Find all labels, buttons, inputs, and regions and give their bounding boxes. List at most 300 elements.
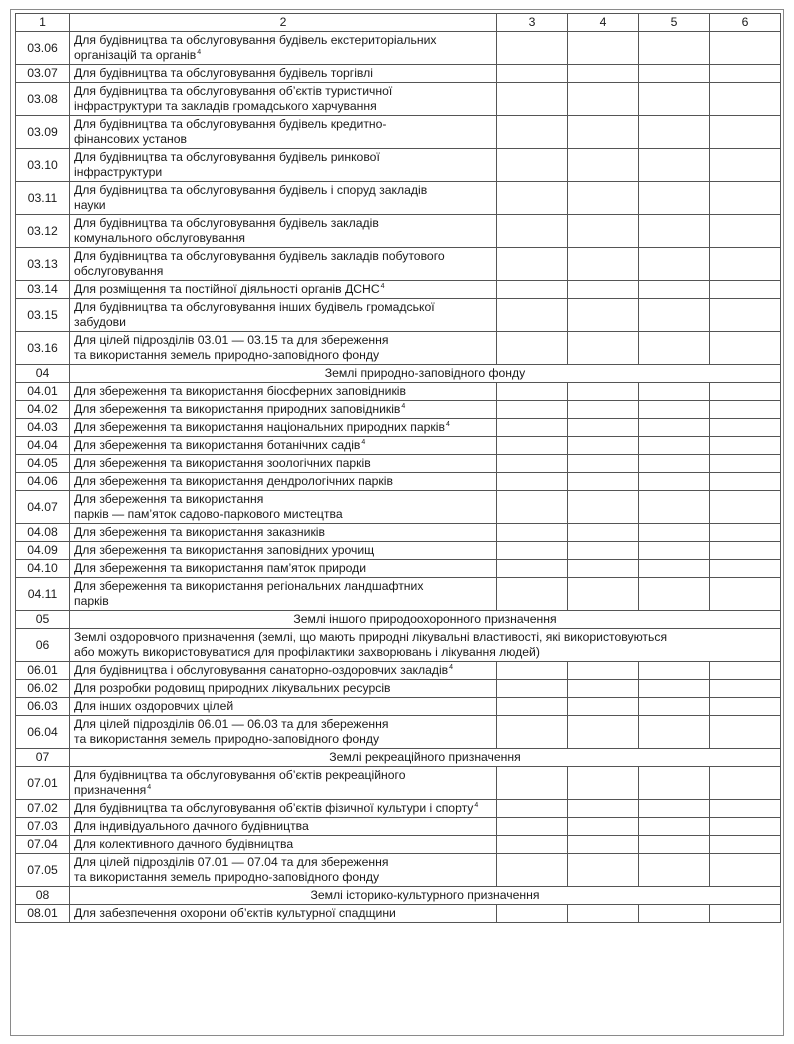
row-description	[70, 818, 497, 836]
empty-cell-col6	[710, 767, 781, 800]
empty-cell-col6	[710, 818, 781, 836]
empty-cell-col5	[639, 662, 710, 680]
col-header-5: 5	[639, 14, 710, 32]
description-line: Для будівництва та обслуговування будівель закладів	[74, 216, 379, 230]
empty-cell-col4	[568, 149, 639, 182]
empty-cell-col5	[639, 767, 710, 800]
table-row	[16, 716, 781, 749]
empty-cell-col4	[568, 455, 639, 473]
empty-cell-col3	[497, 698, 568, 716]
empty-cell-col6	[710, 182, 781, 215]
empty-cell-col5	[639, 149, 710, 182]
description-line: або можуть використовуватися для профілактики захворювань і лікування людей)	[74, 645, 540, 659]
empty-cell-col4	[568, 578, 639, 611]
empty-cell-col3	[497, 800, 568, 818]
empty-cell-col6	[710, 698, 781, 716]
empty-cell-col4	[568, 854, 639, 887]
description-line: Для будівництва та обслуговування об’єктів туристичної	[74, 84, 393, 98]
empty-cell-col6	[710, 83, 781, 116]
empty-cell-col3	[497, 905, 568, 923]
empty-cell-col6	[710, 401, 781, 419]
description-line: Для забезпечення охорони об’єктів культурної спадщини	[74, 906, 396, 920]
section-row	[16, 749, 781, 767]
empty-cell-col6	[710, 116, 781, 149]
section-row	[16, 629, 781, 662]
empty-cell-col5	[639, 332, 710, 365]
row-description	[70, 662, 497, 680]
footnote-mark: 4	[474, 802, 479, 809]
table-row	[16, 83, 781, 116]
description-line: Для будівництва та обслуговування об’єктів рекреаційного	[74, 768, 406, 782]
description-line: Для збереження та використання пам’яток природи	[74, 561, 367, 575]
empty-cell-col5	[639, 116, 710, 149]
table-row	[16, 32, 781, 65]
row-description	[70, 299, 497, 332]
table-row	[16, 281, 781, 299]
empty-cell-col6	[710, 905, 781, 923]
empty-cell-col5	[639, 281, 710, 299]
empty-cell-col5	[639, 542, 710, 560]
row-code: 04.04	[16, 437, 70, 455]
row-code: 07.04	[16, 836, 70, 854]
empty-cell-col5	[639, 215, 710, 248]
table-row	[16, 818, 781, 836]
table-row	[16, 215, 781, 248]
empty-cell-col5	[639, 419, 710, 437]
empty-cell-col5	[639, 83, 710, 116]
row-code: 06.03	[16, 698, 70, 716]
empty-cell-col4	[568, 560, 639, 578]
row-code: 04.08	[16, 524, 70, 542]
description-line: Для цілей підрозділів 03.01 — 03.15 та для збереження	[74, 333, 389, 347]
description-line: Для будівництва та обслуговування будівель торгівлі	[74, 66, 373, 80]
row-code: 04.05	[16, 455, 70, 473]
footnote-mark: 4	[197, 49, 202, 56]
empty-cell-col3	[497, 854, 568, 887]
table-row	[16, 491, 781, 524]
description-line: Землі оздоровчого призначення (землі, що мають природні лікувальні властивості, які використовуються	[74, 630, 668, 644]
col-header-1: 1	[16, 14, 70, 32]
empty-cell-col6	[710, 836, 781, 854]
empty-cell-col4	[568, 65, 639, 83]
empty-cell-col5	[639, 473, 710, 491]
empty-cell-col5	[639, 836, 710, 854]
row-code: 07	[16, 749, 70, 767]
empty-cell-col5	[639, 299, 710, 332]
section-title: Землі природно-заповідного фонду	[70, 365, 781, 383]
description-line: Для цілей підрозділів 07.01 — 07.04 та для збереження	[74, 855, 389, 869]
footnote-mark: 4	[445, 421, 450, 428]
empty-cell-col6	[710, 65, 781, 83]
description-line: Для інших оздоровчих цілей	[74, 699, 234, 713]
row-description	[70, 383, 497, 401]
row-description	[70, 215, 497, 248]
description-line: Для колективного дачного будівництва	[74, 837, 294, 851]
empty-cell-col3	[497, 332, 568, 365]
row-code: 03.15	[16, 299, 70, 332]
empty-cell-col3	[497, 716, 568, 749]
empty-cell-col3	[497, 83, 568, 116]
empty-cell-col3	[497, 836, 568, 854]
row-code: 04.06	[16, 473, 70, 491]
empty-cell-col4	[568, 437, 639, 455]
empty-cell-col6	[710, 560, 781, 578]
empty-cell-col3	[497, 767, 568, 800]
row-code: 03.16	[16, 332, 70, 365]
description-line: Для індивідуального дачного будівництва	[74, 819, 309, 833]
empty-cell-col6	[710, 854, 781, 887]
empty-cell-col3	[497, 299, 568, 332]
description-line: науки	[74, 198, 106, 212]
empty-cell-col6	[710, 281, 781, 299]
description-line: призначення	[74, 783, 147, 797]
row-description	[70, 83, 497, 116]
empty-cell-col3	[497, 215, 568, 248]
description-line: інфраструктури та закладів громадського харчування	[74, 99, 377, 113]
row-description	[70, 116, 497, 149]
description-line: забудови	[74, 315, 126, 329]
empty-cell-col3	[497, 662, 568, 680]
empty-cell-col6	[710, 215, 781, 248]
empty-cell-col3	[497, 149, 568, 182]
empty-cell-col5	[639, 401, 710, 419]
table-row	[16, 542, 781, 560]
table-header-row	[16, 14, 781, 32]
description-line: Для збереження та використання заказників	[74, 525, 325, 539]
empty-cell-col4	[568, 419, 639, 437]
empty-cell-col3	[497, 383, 568, 401]
row-description	[70, 455, 497, 473]
table-row	[16, 524, 781, 542]
empty-cell-col6	[710, 524, 781, 542]
table-row	[16, 65, 781, 83]
empty-cell-col4	[568, 473, 639, 491]
description-line: Для будівництва та обслуговування будівель екстериторіальних	[74, 33, 437, 47]
row-description	[70, 332, 497, 365]
row-description	[70, 578, 497, 611]
empty-cell-col6	[710, 248, 781, 281]
row-description	[70, 716, 497, 749]
row-code: 08.01	[16, 905, 70, 923]
row-description	[70, 491, 497, 524]
row-description	[70, 281, 497, 299]
description-line: Для збереження та використання національних природних парків	[74, 420, 445, 434]
empty-cell-col6	[710, 383, 781, 401]
table-row	[16, 248, 781, 281]
col-header-4: 4	[568, 14, 639, 32]
empty-cell-col3	[497, 680, 568, 698]
footnote-mark: 4	[380, 283, 385, 290]
empty-cell-col5	[639, 182, 710, 215]
table-row	[16, 116, 781, 149]
row-code: 03.14	[16, 281, 70, 299]
description-line: Для будівництва та обслуговування будівель закладів побутового	[74, 249, 445, 263]
row-description	[70, 182, 497, 215]
empty-cell-col4	[568, 248, 639, 281]
empty-cell-col5	[639, 560, 710, 578]
wide-description	[70, 629, 781, 662]
table-row	[16, 332, 781, 365]
row-code: 04	[16, 365, 70, 383]
table-row	[16, 560, 781, 578]
row-description	[70, 419, 497, 437]
empty-cell-col4	[568, 680, 639, 698]
description-line: Для збереження та використання регіональних ландшафтних	[74, 579, 424, 593]
empty-cell-col3	[497, 401, 568, 419]
empty-cell-col4	[568, 767, 639, 800]
row-code: 03.10	[16, 149, 70, 182]
description-line: Для будівництва та обслуговування будівель і споруд закладів	[74, 183, 428, 197]
description-line: комунального обслуговування	[74, 231, 246, 245]
description-line: парків	[74, 594, 109, 608]
row-description	[70, 542, 497, 560]
empty-cell-col6	[710, 680, 781, 698]
table-row	[16, 149, 781, 182]
row-code: 03.12	[16, 215, 70, 248]
row-code: 06	[16, 629, 70, 662]
empty-cell-col6	[710, 437, 781, 455]
description-line: Для розробки родовищ природних лікувальних ресурсів	[74, 681, 391, 695]
empty-cell-col5	[639, 680, 710, 698]
empty-cell-col6	[710, 716, 781, 749]
empty-cell-col3	[497, 182, 568, 215]
description-line: та використання земель природно-заповідного фонду	[74, 870, 380, 884]
table-row	[16, 455, 781, 473]
empty-cell-col5	[639, 818, 710, 836]
col-header-6: 6	[710, 14, 781, 32]
row-description	[70, 680, 497, 698]
empty-cell-col4	[568, 662, 639, 680]
table-row	[16, 767, 781, 800]
description-line: Для збереження та використання заповідних урочищ	[74, 543, 375, 557]
row-description	[70, 437, 497, 455]
table-row	[16, 419, 781, 437]
empty-cell-col4	[568, 401, 639, 419]
empty-cell-col5	[639, 455, 710, 473]
empty-cell-col4	[568, 818, 639, 836]
empty-cell-col6	[710, 455, 781, 473]
empty-cell-col4	[568, 332, 639, 365]
description-line: Для будівництва та обслуговування будівель ринкової	[74, 150, 380, 164]
row-description	[70, 65, 497, 83]
footnote-mark: 4	[361, 439, 366, 446]
empty-cell-col5	[639, 437, 710, 455]
empty-cell-col6	[710, 299, 781, 332]
row-code: 07.05	[16, 854, 70, 887]
footnote-mark: 4	[401, 403, 406, 410]
table-row	[16, 473, 781, 491]
row-code: 06.02	[16, 680, 70, 698]
empty-cell-col6	[710, 332, 781, 365]
row-description	[70, 524, 497, 542]
row-code: 07.02	[16, 800, 70, 818]
empty-cell-col3	[497, 32, 568, 65]
row-description	[70, 560, 497, 578]
row-description	[70, 473, 497, 491]
section-title: Землі історико-культурного призначення	[70, 887, 781, 905]
row-code: 03.13	[16, 248, 70, 281]
row-code: 04.01	[16, 383, 70, 401]
empty-cell-col4	[568, 836, 639, 854]
section-row	[16, 611, 781, 629]
table-row	[16, 383, 781, 401]
row-code: 06.01	[16, 662, 70, 680]
table-body	[16, 32, 781, 923]
empty-cell-col4	[568, 383, 639, 401]
row-code: 06.04	[16, 716, 70, 749]
description-line: інфраструктури	[74, 165, 163, 179]
empty-cell-col5	[639, 854, 710, 887]
empty-cell-col5	[639, 248, 710, 281]
description-line: та використання земель природно-заповідного фонду	[74, 348, 380, 362]
empty-cell-col3	[497, 524, 568, 542]
row-code: 04.10	[16, 560, 70, 578]
empty-cell-col4	[568, 905, 639, 923]
empty-cell-col3	[497, 560, 568, 578]
row-code: 08	[16, 887, 70, 905]
table-row	[16, 401, 781, 419]
empty-cell-col6	[710, 149, 781, 182]
description-line: фінансових установ	[74, 132, 188, 146]
table-row	[16, 578, 781, 611]
empty-cell-col4	[568, 299, 639, 332]
section-title: Землі іншого природоохоронного призначення	[70, 611, 781, 629]
empty-cell-col3	[497, 437, 568, 455]
empty-cell-col5	[639, 716, 710, 749]
table-row	[16, 437, 781, 455]
empty-cell-col4	[568, 800, 639, 818]
empty-cell-col3	[497, 578, 568, 611]
section-title: Землі рекреаційного призначення	[70, 749, 781, 767]
row-code: 04.07	[16, 491, 70, 524]
empty-cell-col5	[639, 800, 710, 818]
empty-cell-col5	[639, 524, 710, 542]
row-description	[70, 149, 497, 182]
table-row	[16, 836, 781, 854]
row-code: 04.09	[16, 542, 70, 560]
footnote-mark: 4	[147, 784, 152, 791]
empty-cell-col5	[639, 698, 710, 716]
row-description	[70, 248, 497, 281]
row-code: 07.01	[16, 767, 70, 800]
description-line: та використання земель природно-заповідного фонду	[74, 732, 380, 746]
empty-cell-col4	[568, 83, 639, 116]
description-line: Для будівництва та обслуговування інших будівель громадської	[74, 300, 435, 314]
row-description	[70, 836, 497, 854]
empty-cell-col6	[710, 662, 781, 680]
row-description	[70, 32, 497, 65]
table-row	[16, 299, 781, 332]
section-row	[16, 365, 781, 383]
empty-cell-col3	[497, 281, 568, 299]
empty-cell-col6	[710, 542, 781, 560]
empty-cell-col3	[497, 473, 568, 491]
empty-cell-col4	[568, 716, 639, 749]
row-code: 04.11	[16, 578, 70, 611]
row-code: 05	[16, 611, 70, 629]
table-row	[16, 854, 781, 887]
row-code: 03.09	[16, 116, 70, 149]
row-description	[70, 401, 497, 419]
description-line: обслуговування	[74, 264, 164, 278]
description-line: Для розміщення та постійної діяльності органів ДСНС	[74, 282, 380, 296]
description-line: Для цілей підрозділів 06.01 — 06.03 та для збереження	[74, 717, 389, 731]
empty-cell-col5	[639, 491, 710, 524]
table-row	[16, 680, 781, 698]
description-line: Для збереження та використання біосферних заповідників	[74, 384, 406, 398]
empty-cell-col5	[639, 65, 710, 83]
description-line: Для збереження та використання ботанічних садів	[74, 438, 361, 452]
row-code: 03.06	[16, 32, 70, 65]
empty-cell-col3	[497, 116, 568, 149]
row-description	[70, 854, 497, 887]
land-purpose-table	[15, 13, 781, 923]
row-code: 03.11	[16, 182, 70, 215]
footnote-mark: 4	[449, 664, 454, 671]
empty-cell-col5	[639, 578, 710, 611]
empty-cell-col4	[568, 182, 639, 215]
description-line: Для збереження та використання	[74, 492, 264, 506]
empty-cell-col5	[639, 32, 710, 65]
row-description	[70, 800, 497, 818]
empty-cell-col5	[639, 905, 710, 923]
row-code: 04.03	[16, 419, 70, 437]
row-code: 03.07	[16, 65, 70, 83]
empty-cell-col3	[497, 491, 568, 524]
row-description	[70, 698, 497, 716]
empty-cell-col5	[639, 383, 710, 401]
empty-cell-col4	[568, 32, 639, 65]
table-row	[16, 662, 781, 680]
empty-cell-col4	[568, 542, 639, 560]
empty-cell-col6	[710, 800, 781, 818]
table-row	[16, 800, 781, 818]
description-line: Для збереження та використання зоологічних парків	[74, 456, 371, 470]
table-row	[16, 698, 781, 716]
row-code: 04.02	[16, 401, 70, 419]
empty-cell-col6	[710, 491, 781, 524]
description-line: Для будівництва та обслуговування будівель кредитно-	[74, 117, 387, 131]
description-line: Для будівництва та обслуговування об’єктів фізичної культури і спорту	[74, 801, 474, 815]
empty-cell-col4	[568, 116, 639, 149]
empty-cell-col3	[497, 65, 568, 83]
empty-cell-col6	[710, 578, 781, 611]
description-line: Для збереження та використання природних заповідників	[74, 402, 401, 416]
empty-cell-col4	[568, 491, 639, 524]
section-row	[16, 887, 781, 905]
empty-cell-col3	[497, 419, 568, 437]
description-line: Для збереження та використання дендрологічних парків	[74, 474, 393, 488]
empty-cell-col4	[568, 281, 639, 299]
table-row	[16, 905, 781, 923]
empty-cell-col6	[710, 32, 781, 65]
empty-cell-col4	[568, 698, 639, 716]
empty-cell-col3	[497, 248, 568, 281]
empty-cell-col4	[568, 215, 639, 248]
row-code: 07.03	[16, 818, 70, 836]
empty-cell-col4	[568, 524, 639, 542]
col-header-2: 2	[70, 14, 497, 32]
row-description	[70, 767, 497, 800]
empty-cell-col3	[497, 818, 568, 836]
description-line: Для будівництва і обслуговування санаторно-оздоровчих закладів	[74, 663, 449, 677]
empty-cell-col3	[497, 455, 568, 473]
empty-cell-col3	[497, 542, 568, 560]
description-line: організацій та органів	[74, 48, 197, 62]
row-code: 03.08	[16, 83, 70, 116]
empty-cell-col6	[710, 419, 781, 437]
row-description	[70, 905, 497, 923]
